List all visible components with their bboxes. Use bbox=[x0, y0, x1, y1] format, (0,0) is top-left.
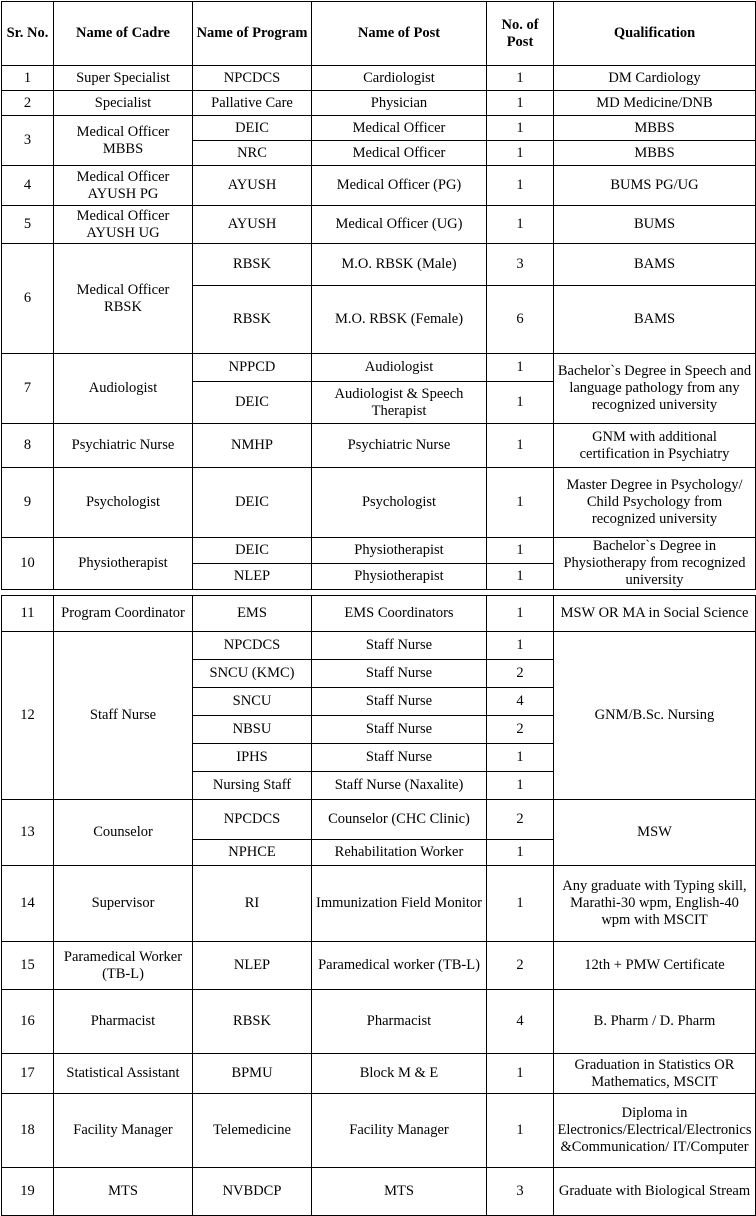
table-row bbox=[2, 990, 756, 1054]
program: Pallative Care bbox=[193, 91, 312, 116]
program: NLEP bbox=[193, 564, 312, 590]
post-count: 2 bbox=[487, 800, 554, 840]
header-cadre: Name of Cadre bbox=[54, 2, 193, 66]
sr-no: 5 bbox=[2, 206, 54, 244]
post-count: 1 bbox=[487, 866, 554, 942]
table-row bbox=[2, 1054, 756, 1094]
post-count: 4 bbox=[487, 990, 554, 1054]
post: MTS bbox=[312, 1168, 487, 1216]
table-row bbox=[2, 468, 756, 538]
post-count: 4 bbox=[487, 688, 554, 716]
cadre: Medical Officer RBSK bbox=[54, 244, 193, 354]
post: Medical Officer bbox=[312, 116, 487, 141]
post-count: 1 bbox=[487, 116, 554, 141]
post: M.O. RBSK (Female) bbox=[312, 286, 487, 354]
sr-no: 16 bbox=[2, 990, 54, 1054]
header-row bbox=[2, 2, 756, 66]
program: IPHS bbox=[193, 744, 312, 772]
post: Pharmacist bbox=[312, 990, 487, 1054]
post: Audiologist & Speech Therapist bbox=[312, 382, 487, 424]
sr-no: 11 bbox=[2, 596, 54, 632]
qualification: MSW OR MA in Social Science bbox=[554, 596, 756, 632]
program: NPCDCS bbox=[193, 632, 312, 660]
cadre: Medical Officer AYUSH UG bbox=[54, 206, 193, 244]
program: RBSK bbox=[193, 244, 312, 286]
post-count: 1 bbox=[487, 1094, 554, 1168]
post-count: 3 bbox=[487, 1168, 554, 1216]
qualification: Bachelor`s Degree in Physiotherapy from recognized university bbox=[554, 538, 756, 590]
sr-no: 3 bbox=[2, 116, 54, 166]
post-count: 1 bbox=[487, 424, 554, 468]
qualification: BAMS bbox=[554, 244, 756, 286]
sr-no: 7 bbox=[2, 354, 54, 424]
program: NPCDCS bbox=[193, 800, 312, 840]
sr-no: 13 bbox=[2, 800, 54, 866]
program: NPPCD bbox=[193, 354, 312, 382]
sr-no: 8 bbox=[2, 424, 54, 468]
header-sr-no: Sr. No. bbox=[2, 2, 54, 66]
post-count: 6 bbox=[487, 286, 554, 354]
post: Staff Nurse bbox=[312, 632, 487, 660]
post-count: 1 bbox=[487, 206, 554, 244]
sr-no: 19 bbox=[2, 1168, 54, 1216]
post: Physician bbox=[312, 91, 487, 116]
post: Staff Nurse bbox=[312, 688, 487, 716]
sr-no: 15 bbox=[2, 942, 54, 990]
qualification: Graduation in Statistics OR Mathematics, MSCIT bbox=[554, 1054, 756, 1094]
cadre: Super Specialist bbox=[54, 66, 193, 91]
post: Staff Nurse bbox=[312, 744, 487, 772]
table-row bbox=[2, 244, 756, 286]
header-program: Name of Program bbox=[193, 2, 312, 66]
post-count: 1 bbox=[487, 354, 554, 382]
qualification: MD Medicine/DNB bbox=[554, 91, 756, 116]
table-row bbox=[2, 866, 756, 942]
post: Counselor (CHC Clinic) bbox=[312, 800, 487, 840]
post: Staff Nurse bbox=[312, 660, 487, 688]
post: Physiotherapist bbox=[312, 564, 487, 590]
program: NVBDCP bbox=[193, 1168, 312, 1216]
cadre: Specialist bbox=[54, 91, 193, 116]
cadre: MTS bbox=[54, 1168, 193, 1216]
post: Physiotherapist bbox=[312, 538, 487, 564]
table-row bbox=[2, 1168, 756, 1216]
program: RBSK bbox=[193, 286, 312, 354]
program: NPHCE bbox=[193, 840, 312, 866]
qualification: B. Pharm / D. Pharm bbox=[554, 990, 756, 1054]
qualification: MSW bbox=[554, 800, 756, 866]
qualification: GNM/B.Sc. Nursing bbox=[554, 632, 756, 800]
qualification: Bachelor`s Degree in Speech and language pathology from any recognized university bbox=[554, 354, 756, 424]
table-row bbox=[2, 166, 756, 206]
program: SNCU (KMC) bbox=[193, 660, 312, 688]
post: M.O. RBSK (Male) bbox=[312, 244, 487, 286]
post: Medical Officer (PG) bbox=[312, 166, 487, 206]
program: DEIC bbox=[193, 538, 312, 564]
table-row bbox=[2, 1094, 756, 1168]
qualification: BUMS PG/UG bbox=[554, 166, 756, 206]
qualification: DM Cardiology bbox=[554, 66, 756, 91]
sr-no: 6 bbox=[2, 244, 54, 354]
qualification: GNM with additional certification in Psychiatry bbox=[554, 424, 756, 468]
table-row bbox=[2, 91, 756, 116]
sr-no: 4 bbox=[2, 166, 54, 206]
post-count: 3 bbox=[487, 244, 554, 286]
program: NMHP bbox=[193, 424, 312, 468]
post-count: 1 bbox=[487, 382, 554, 424]
table-row bbox=[2, 116, 756, 141]
posts-table-part-1 bbox=[1, 1, 756, 590]
qualification: Graduate with Biological Stream bbox=[554, 1168, 756, 1216]
program: RBSK bbox=[193, 990, 312, 1054]
post-count: 1 bbox=[487, 744, 554, 772]
header-post: Name of Post bbox=[312, 2, 487, 66]
table-row bbox=[2, 942, 756, 990]
program: NLEP bbox=[193, 942, 312, 990]
cadre: Physiotherapist bbox=[54, 538, 193, 590]
program: NBSU bbox=[193, 716, 312, 744]
qualification: Diploma in Electronics/Electrical/Electronics &Communication/ IT/Computer bbox=[554, 1094, 756, 1168]
post-count: 1 bbox=[487, 166, 554, 206]
post-count: 1 bbox=[487, 840, 554, 866]
table-row bbox=[2, 596, 756, 632]
cadre: Psychologist bbox=[54, 468, 193, 538]
table-row bbox=[2, 206, 756, 244]
header-qualification: Qualification bbox=[554, 2, 756, 66]
program: NPCDCS bbox=[193, 66, 312, 91]
sr-no: 9 bbox=[2, 468, 54, 538]
post: Immunization Field Monitor bbox=[312, 866, 487, 942]
program: DEIC bbox=[193, 468, 312, 538]
cadre: Psychiatric Nurse bbox=[54, 424, 193, 468]
post-count: 1 bbox=[487, 141, 554, 166]
program: Telemedicine bbox=[193, 1094, 312, 1168]
sr-no: 2 bbox=[2, 91, 54, 116]
qualification: BAMS bbox=[554, 286, 756, 354]
cadre: Audiologist bbox=[54, 354, 193, 424]
post: Paramedical worker (TB-L) bbox=[312, 942, 487, 990]
post: Psychiatric Nurse bbox=[312, 424, 487, 468]
post-count: 1 bbox=[487, 564, 554, 590]
post: Facility Manager bbox=[312, 1094, 487, 1168]
post-count: 2 bbox=[487, 942, 554, 990]
sr-no: 1 bbox=[2, 66, 54, 91]
program: AYUSH bbox=[193, 206, 312, 244]
cadre: Statistical Assistant bbox=[54, 1054, 193, 1094]
program: RI bbox=[193, 866, 312, 942]
post-count: 2 bbox=[487, 660, 554, 688]
sr-no: 12 bbox=[2, 632, 54, 800]
cadre: Medical Officer MBBS bbox=[54, 116, 193, 166]
table-row bbox=[2, 538, 756, 564]
cadre: Paramedical Worker (TB-L) bbox=[54, 942, 193, 990]
cadre: Medical Officer AYUSH PG bbox=[54, 166, 193, 206]
post-count: 1 bbox=[487, 1054, 554, 1094]
program: DEIC bbox=[193, 116, 312, 141]
post-count: 1 bbox=[487, 91, 554, 116]
table-row bbox=[2, 800, 756, 840]
program: NRC bbox=[193, 141, 312, 166]
post-count: 1 bbox=[487, 538, 554, 564]
header-no-of-post: No. of Post bbox=[487, 2, 554, 66]
table-row bbox=[2, 66, 756, 91]
post: Rehabilitation Worker bbox=[312, 840, 487, 866]
cadre: Facility Manager bbox=[54, 1094, 193, 1168]
cadre: Pharmacist bbox=[54, 990, 193, 1054]
post: Cardiologist bbox=[312, 66, 487, 91]
cadre: Staff Nurse bbox=[54, 632, 193, 800]
post-count: 1 bbox=[487, 66, 554, 91]
post: Medical Officer (UG) bbox=[312, 206, 487, 244]
qualification: BUMS bbox=[554, 206, 756, 244]
qualification: Master Degree in Psychology/ Child Psychology from recognized university bbox=[554, 468, 756, 538]
post: Audiologist bbox=[312, 354, 487, 382]
post: EMS Coordinators bbox=[312, 596, 487, 632]
post-count: 1 bbox=[487, 772, 554, 800]
cadre: Counselor bbox=[54, 800, 193, 866]
cadre: Program Coordinator bbox=[54, 596, 193, 632]
cadre: Supervisor bbox=[54, 866, 193, 942]
posts-table-part-2 bbox=[1, 595, 756, 1216]
post: Staff Nurse bbox=[312, 716, 487, 744]
program: BPMU bbox=[193, 1054, 312, 1094]
post: Psychologist bbox=[312, 468, 487, 538]
table-row bbox=[2, 354, 756, 382]
post-count: 1 bbox=[487, 468, 554, 538]
sr-no: 18 bbox=[2, 1094, 54, 1168]
sr-no: 10 bbox=[2, 538, 54, 590]
program: DEIC bbox=[193, 382, 312, 424]
post: Medical Officer bbox=[312, 141, 487, 166]
program: EMS bbox=[193, 596, 312, 632]
sr-no: 17 bbox=[2, 1054, 54, 1094]
program: AYUSH bbox=[193, 166, 312, 206]
program: SNCU bbox=[193, 688, 312, 716]
post: Block M & E bbox=[312, 1054, 487, 1094]
post-count: 1 bbox=[487, 632, 554, 660]
sr-no: 14 bbox=[2, 866, 54, 942]
qualification: 12th + PMW Certificate bbox=[554, 942, 756, 990]
qualification: Any graduate with Typing skill, Marathi-30 wpm, English-40 wpm with MSCIT bbox=[554, 866, 756, 942]
table-row bbox=[2, 424, 756, 468]
qualification: MBBS bbox=[554, 116, 756, 141]
post: Staff Nurse (Naxalite) bbox=[312, 772, 487, 800]
post-count: 1 bbox=[487, 596, 554, 632]
program: Nursing Staff bbox=[193, 772, 312, 800]
qualification: MBBS bbox=[554, 141, 756, 166]
post-count: 2 bbox=[487, 716, 554, 744]
table-row bbox=[2, 632, 756, 660]
